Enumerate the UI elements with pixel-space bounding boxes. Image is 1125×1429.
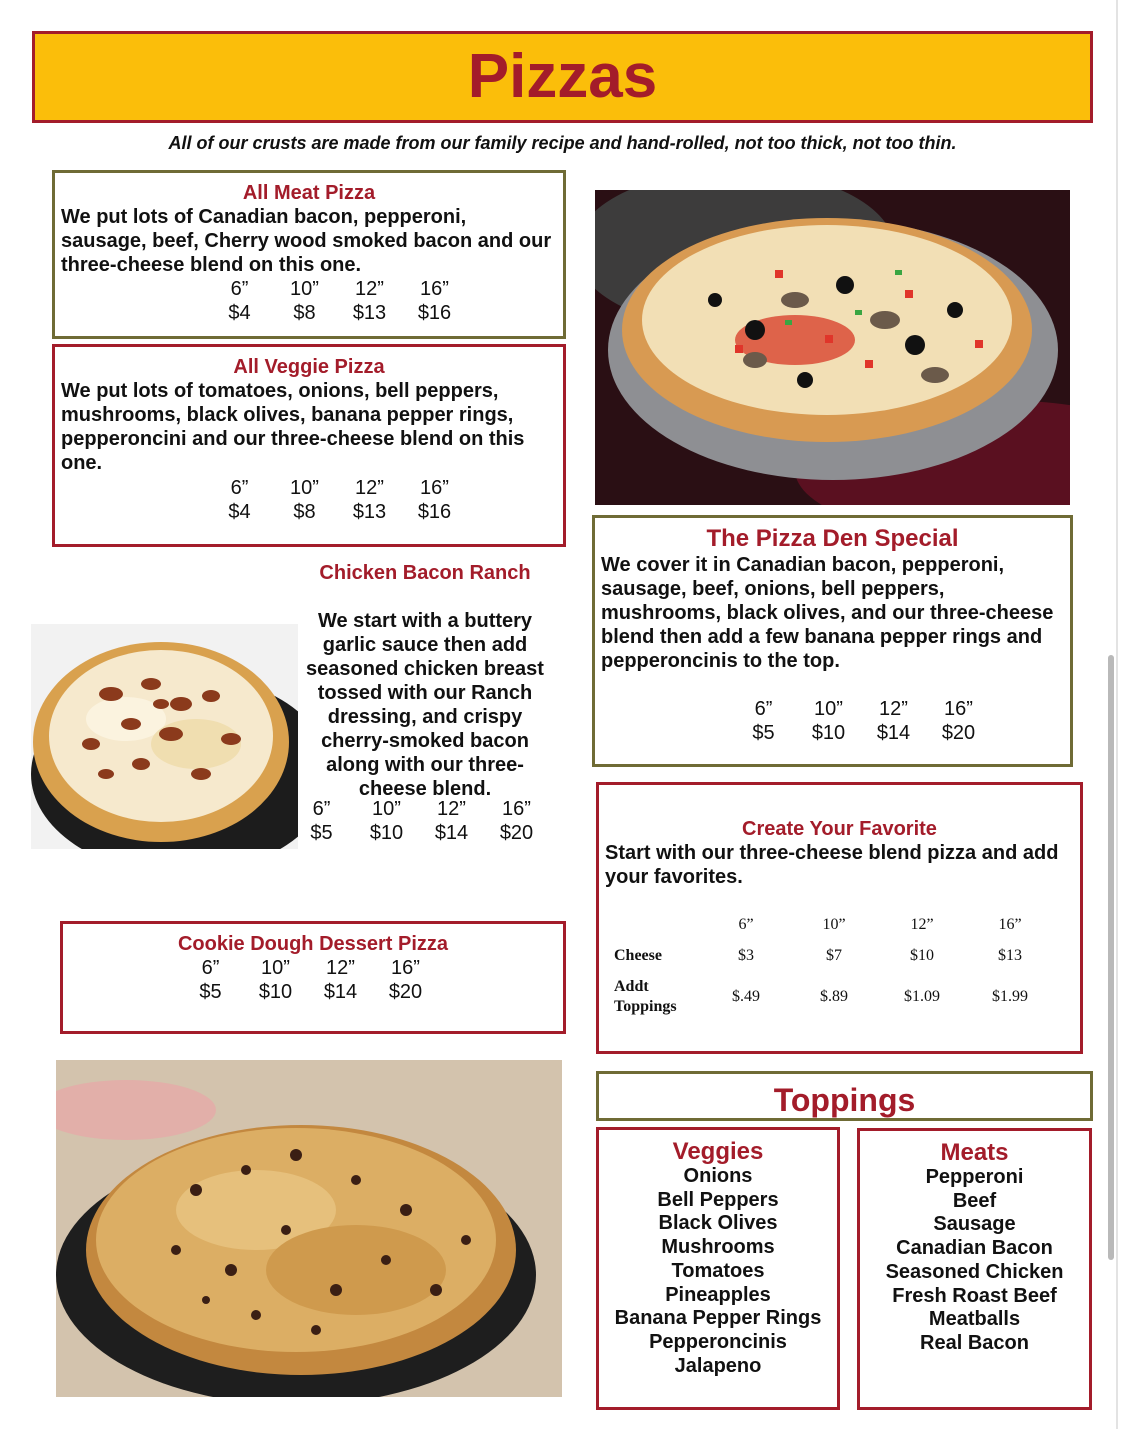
toppings-title: Toppings <box>773 1082 916 1118</box>
veggie-item: Jalapeno <box>674 1354 762 1377</box>
size-label: 6” <box>201 957 220 979</box>
price-value: $1.99 <box>992 988 1028 1005</box>
size-label: 6” <box>738 916 754 933</box>
price-value: $5 <box>752 722 775 744</box>
price-value: $1.09 <box>904 988 940 1005</box>
size-label: 16” <box>502 798 531 820</box>
create-your-favorite-description: Start with our three-cheese blend pizza and add your favorites. <box>605 842 1059 888</box>
price-value: $5 <box>310 822 333 844</box>
price-value: $13 <box>352 501 387 523</box>
veggies-box <box>596 1127 840 1410</box>
cookie-dough-pizza-title: Cookie Dough Dessert Pizza <box>177 933 449 955</box>
price-value: $14 <box>323 981 358 1003</box>
size-label: 10” <box>814 698 843 720</box>
meat-item: Sausage <box>933 1213 1016 1236</box>
veggies-title: Veggies <box>672 1138 764 1165</box>
create-your-favorite-price-table <box>614 916 1054 1017</box>
all-meat-pizza-description: We put lots of Canadian bacon, pepperoni, sausage, beef, Cherry wood smoked bacon and our three-cheese blend on this one. <box>61 206 552 276</box>
price-value: $4 <box>228 501 251 523</box>
page-title: Pizzas <box>467 42 658 111</box>
size-label: 10” <box>372 798 401 820</box>
size-label: 10” <box>822 916 846 933</box>
pizza-den-special-prices <box>731 697 1070 745</box>
size-label: 16” <box>420 477 449 499</box>
veggie-item: Mushrooms <box>661 1236 775 1259</box>
pizza-den-special-description: We cover it in Canadian bacon, pepperoni, sausage, beef, onions, bell peppers, mushrooms, black olives, and our three-cheese blend then add a few banana pepper rings and pepperoncinis to the top. <box>601 554 1054 672</box>
price-value: $8 <box>293 302 316 324</box>
create-your-favorite-title: Create Your Favorite <box>742 818 937 840</box>
price-value: $10 <box>811 722 846 744</box>
size-label: 12” <box>355 477 384 499</box>
size-label: 12” <box>879 698 908 720</box>
meats-list <box>860 1166 1089 1356</box>
all-veggie-pizza-box <box>52 344 566 547</box>
price-value: $20 <box>941 722 976 744</box>
pizza-den-special-box <box>592 515 1073 767</box>
price-value: $5 <box>199 981 222 1003</box>
toppings-header-box <box>596 1071 1093 1121</box>
size-label: 16” <box>998 916 1022 933</box>
size-label: 12” <box>437 798 466 820</box>
chicken-bacon-ranch-description: We start with a buttery garlic sauce then add seasoned chicken breast tossed with our Ranch dressing, and crispy cherry-smoked bacon along with our three-cheese blend. <box>306 610 544 800</box>
meat-item: Meatballs <box>928 1308 1021 1331</box>
size-label: 6” <box>230 477 249 499</box>
price-value: $.49 <box>732 988 760 1005</box>
veggie-item: Bell Peppers <box>657 1188 779 1211</box>
all-meat-pizza-box <box>52 170 566 339</box>
size-label: 10” <box>290 477 319 499</box>
all-meat-pizza-prices <box>207 277 563 325</box>
veggie-item: Black Olives <box>658 1212 778 1235</box>
all-veggie-pizza-title: All Veggie Pizza <box>233 356 385 378</box>
veggie-item: Banana Pepper Rings <box>614 1307 822 1330</box>
cookie-dough-pizza-prices <box>178 956 563 1004</box>
meat-item: Pepperoni <box>925 1166 1024 1188</box>
meats-title: Meats <box>940 1139 1009 1166</box>
price-value: $14 <box>876 722 911 744</box>
price-value: $.89 <box>820 988 848 1005</box>
size-label: 10” <box>261 957 290 979</box>
scrollbar[interactable] <box>1108 655 1114 1260</box>
price-value: $3 <box>738 947 754 964</box>
size-label: 16” <box>420 278 449 300</box>
meat-item: Beef <box>952 1189 997 1212</box>
size-label: 10” <box>290 278 319 300</box>
meats-box <box>857 1128 1092 1410</box>
meat-item: Fresh Roast Beef <box>892 1284 1057 1307</box>
price-value: $8 <box>293 501 316 523</box>
title-banner <box>32 31 1093 123</box>
chicken-bacon-ranch-prices <box>289 797 549 845</box>
chicken-bacon-ranch-photo <box>31 624 298 849</box>
cookie-dough-pizza-photo <box>56 1060 562 1397</box>
veggie-item: Pepperoncinis <box>649 1330 787 1353</box>
size-label: 6” <box>312 798 331 820</box>
size-label: 16” <box>944 698 973 720</box>
veggies-list <box>599 1165 837 1378</box>
all-veggie-pizza-description: We put lots of tomatoes, onions, bell peppers, mushrooms, black olives, banana pepper rings, pepperoncini and our three-cheese blend on this one. <box>61 380 525 474</box>
page-edge-line <box>1116 0 1118 1429</box>
row-label-addt-toppings: Addt Toppings <box>614 978 677 1015</box>
size-label: 16” <box>391 957 420 979</box>
price-value: $7 <box>826 947 842 964</box>
size-label: 6” <box>754 698 773 720</box>
price-value: $20 <box>388 981 423 1003</box>
all-meat-pizza-title: All Meat Pizza <box>242 182 376 204</box>
price-value: $10 <box>258 981 293 1003</box>
price-value: $13 <box>998 947 1022 964</box>
all-veggie-pizza-prices <box>207 476 563 524</box>
price-value: $13 <box>352 302 387 324</box>
create-your-favorite-box <box>596 782 1083 1054</box>
price-value: $16 <box>417 501 452 523</box>
price-value: $16 <box>417 302 452 324</box>
meat-item: Real Bacon <box>920 1331 1029 1354</box>
meat-item: Seasoned Chicken <box>885 1260 1064 1283</box>
tagline: All of our crusts are made from our family recipe and hand-rolled, not too thick, not too thin. <box>168 133 957 153</box>
pizza-den-special-title: The Pizza Den Special <box>706 525 959 552</box>
price-value: $10 <box>910 947 934 964</box>
size-label: 12” <box>355 278 384 300</box>
cookie-dough-pizza-box <box>60 921 566 1034</box>
price-value: $20 <box>499 822 534 844</box>
size-label: 12” <box>910 916 934 933</box>
pizza-den-special-photo <box>595 190 1070 505</box>
size-label: 6” <box>230 278 249 300</box>
veggie-item: Tomatoes <box>671 1259 765 1282</box>
price-value: $10 <box>369 822 404 844</box>
price-value: $4 <box>228 302 251 324</box>
chicken-bacon-ranch-title: Chicken Bacon Ranch <box>319 562 531 584</box>
row-label-cheese: Cheese <box>614 947 662 964</box>
veggie-item: Onions <box>683 1165 753 1187</box>
size-label: 12” <box>326 957 355 979</box>
price-value: $14 <box>434 822 469 844</box>
meat-item: Canadian Bacon <box>896 1237 1053 1260</box>
veggie-item: Pineapples <box>665 1283 771 1306</box>
